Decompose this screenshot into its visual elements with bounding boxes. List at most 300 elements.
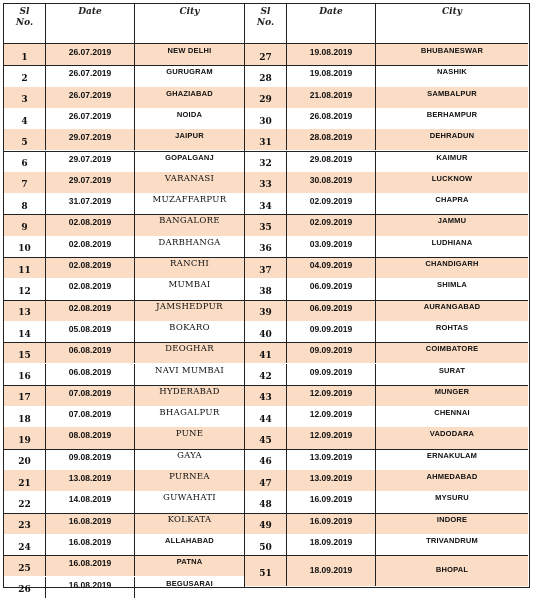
sl-cell — [245, 87, 287, 108]
sl-cell — [4, 257, 46, 278]
header-city: City — [179, 7, 200, 17]
city-cell — [376, 385, 528, 406]
date-cell — [46, 87, 135, 108]
sl-number: 30 — [259, 116, 272, 127]
sl-number: 15 — [18, 350, 31, 361]
sl-number: 26 — [18, 585, 31, 596]
date-cell — [287, 65, 376, 86]
city-cell — [135, 534, 244, 555]
date-text: 06.08.2019 — [68, 345, 112, 356]
sl-cell — [4, 172, 46, 193]
date-text: 19.08.2019 — [309, 68, 353, 79]
table-row — [245, 342, 528, 363]
table-row — [4, 406, 244, 427]
table-row — [245, 44, 528, 65]
sl-cell — [245, 214, 287, 235]
date-text: 26.08.2019 — [309, 110, 353, 121]
city-name: BHUBANESWAR — [420, 46, 484, 55]
city-name: KOLKATA — [167, 514, 212, 525]
sl-cell — [4, 342, 46, 363]
city-name: BEGUSARAI — [166, 578, 213, 588]
date-cell — [287, 321, 376, 342]
row-divider — [4, 257, 244, 258]
city-cell — [376, 491, 528, 512]
sl-number: 5 — [21, 137, 28, 148]
table-row — [245, 172, 528, 193]
table-row — [4, 513, 244, 534]
sl-cell — [245, 534, 287, 555]
date-cell — [46, 300, 135, 321]
date-text: 12.09.2019 — [309, 387, 353, 398]
row-divider — [4, 513, 244, 514]
sl-cell — [245, 513, 287, 534]
city-cell — [376, 151, 528, 172]
city-name: INDORE — [436, 514, 468, 524]
sl-number: 12 — [18, 286, 31, 297]
date-cell — [287, 491, 376, 512]
sl-cell — [245, 129, 287, 150]
city-cell — [135, 427, 244, 448]
date-text: 14.08.2019 — [68, 494, 112, 505]
date-text: 29.07.2019 — [68, 132, 112, 143]
sl-cell — [4, 236, 46, 257]
city-cell — [135, 300, 244, 321]
date-text: 03.09.2019 — [309, 238, 353, 249]
city-cell — [376, 300, 528, 321]
city-name: GHAZIABAD — [166, 88, 213, 98]
sl-cell — [4, 406, 46, 427]
city-cell — [135, 342, 244, 363]
date-cell — [287, 449, 376, 470]
city-cell — [376, 555, 528, 586]
sl-cell — [245, 342, 287, 363]
table-row — [4, 278, 244, 299]
date-cell — [287, 300, 376, 321]
sl-cell — [4, 44, 46, 65]
city-cell — [376, 342, 528, 363]
date-cell — [287, 342, 376, 363]
sl-number: 35 — [259, 223, 272, 234]
city-name: VADODARA — [429, 429, 475, 439]
city-cell — [376, 44, 528, 65]
table-row — [245, 87, 528, 108]
date-cell — [46, 577, 135, 598]
city-name: DEOGHAR — [165, 344, 214, 355]
table-row — [245, 193, 528, 214]
row-divider — [4, 151, 244, 152]
row-divider — [4, 555, 244, 556]
date-text: 16.09.2019 — [309, 494, 353, 505]
sl-cell — [245, 321, 287, 342]
sl-cell — [245, 193, 287, 214]
row-divider — [4, 449, 244, 450]
table-row — [245, 534, 528, 555]
sl-number: 31 — [259, 137, 272, 148]
sl-number: 29 — [259, 95, 272, 106]
date-cell — [46, 172, 135, 193]
sl-cell — [245, 385, 287, 406]
city-cell — [376, 236, 528, 257]
date-cell — [287, 151, 376, 172]
date-text: 19.08.2019 — [309, 47, 353, 57]
city-cell — [376, 364, 528, 385]
city-name: SURAT — [438, 365, 466, 375]
table-row — [4, 427, 244, 448]
row-divider — [4, 214, 244, 215]
city-cell — [376, 513, 528, 534]
city-name: PURNEA — [169, 472, 210, 482]
city-name: CHANDIGARH — [425, 259, 479, 268]
sl-number: 6 — [21, 159, 28, 170]
table-row — [245, 65, 528, 86]
date-cell — [287, 87, 376, 108]
table-row — [4, 470, 244, 491]
date-text: 26.07.2019 — [68, 47, 112, 57]
city-name: ROHTAS — [435, 322, 469, 332]
table-row — [245, 257, 528, 278]
city-name: RANCHI — [169, 259, 210, 269]
sl-cell — [4, 385, 46, 406]
table-row — [4, 577, 244, 598]
sl-cell — [245, 300, 287, 321]
city-cell — [135, 87, 244, 108]
sl-cell — [245, 257, 287, 278]
sl-number: 45 — [259, 436, 272, 447]
city-name: LUDHIANA — [431, 237, 473, 247]
sl-number: 51 — [259, 568, 272, 579]
sl-cell — [4, 151, 46, 172]
city-cell — [135, 406, 244, 427]
date-cell — [46, 449, 135, 470]
date-text: 28.08.2019 — [309, 132, 353, 143]
table-row — [4, 129, 244, 150]
table-row — [245, 427, 528, 448]
date-cell — [287, 385, 376, 406]
date-text: 16.08.2019 — [68, 558, 112, 569]
sl-number: 40 — [259, 329, 272, 340]
table-row — [245, 385, 528, 406]
sl-number: 28 — [259, 73, 272, 84]
sl-number: 39 — [259, 308, 272, 319]
city-cell — [135, 364, 244, 385]
date-text: 26.07.2019 — [68, 68, 112, 79]
table-row — [4, 65, 244, 86]
table-row — [4, 214, 244, 235]
city-name: COIMBATORE — [425, 344, 479, 354]
city-cell — [135, 278, 244, 299]
sl-cell — [4, 300, 46, 321]
date-cell — [287, 278, 376, 299]
date-text: 26.07.2019 — [68, 89, 112, 100]
city-cell — [376, 257, 528, 278]
table-row — [4, 364, 244, 385]
sl-number: 38 — [259, 286, 272, 297]
date-text: 13.08.2019 — [68, 473, 112, 483]
table-row — [4, 385, 244, 406]
city-name: NAVI MUMBAI — [155, 365, 224, 376]
city-cell — [376, 470, 528, 491]
table-row — [245, 236, 528, 257]
city-cell — [135, 172, 244, 193]
table-row — [245, 513, 528, 534]
sl-number: 32 — [259, 159, 272, 170]
sl-number: 21 — [18, 478, 31, 489]
date-text: 06.09.2019 — [309, 302, 353, 313]
city-name: SAMBALPUR — [427, 88, 477, 98]
city-cell — [135, 385, 244, 406]
sl-number: 9 — [21, 223, 28, 234]
row-divider — [4, 300, 244, 301]
date-text: 06.08.2019 — [68, 366, 112, 377]
table-row — [245, 491, 528, 512]
table-row — [4, 300, 244, 321]
date-text: 02.08.2019 — [68, 238, 112, 249]
sl-cell — [245, 491, 287, 512]
city-name: JAIPUR — [175, 131, 204, 141]
row-divider — [4, 65, 244, 66]
city-cell — [135, 193, 244, 214]
table-row — [4, 87, 244, 108]
date-text: 30.08.2019 — [309, 174, 353, 185]
city-name: KAIMUR — [436, 152, 468, 162]
date-cell — [46, 406, 135, 427]
date-text: 13.09.2019 — [309, 451, 353, 462]
city-name: HYDERABAD — [159, 386, 220, 397]
date-text: 06.09.2019 — [309, 281, 353, 292]
table-row — [4, 491, 244, 512]
city-name: BANGALORE — [159, 216, 220, 227]
city-cell — [135, 449, 244, 470]
date-cell — [287, 214, 376, 235]
city-name: TRIVANDRUM — [426, 535, 478, 545]
city-name: MUNGER — [434, 386, 470, 396]
left-table-half — [4, 4, 245, 596]
city-name: ERNAKULAM — [426, 450, 478, 460]
date-text: 16.09.2019 — [309, 515, 353, 526]
row-divider — [245, 257, 528, 258]
sl-cell — [4, 470, 46, 491]
date-text: 26.07.2019 — [68, 110, 112, 121]
sl-cell — [245, 449, 287, 470]
date-cell — [287, 513, 376, 534]
date-cell — [46, 427, 135, 448]
city-name: CHENNAI — [434, 408, 470, 418]
table-row — [245, 470, 528, 491]
date-cell — [46, 65, 135, 86]
city-name: MUZAFFARPUR — [152, 195, 227, 206]
date-cell — [46, 385, 135, 406]
date-cell — [46, 491, 135, 512]
date-text: 02.08.2019 — [68, 281, 112, 292]
date-cell — [287, 172, 376, 193]
date-cell — [287, 129, 376, 150]
date-text: 09.09.2019 — [309, 323, 353, 334]
date-cell — [46, 278, 135, 299]
city-cell — [135, 577, 244, 598]
sl-number: 41 — [259, 350, 272, 361]
date-text: 12.09.2019 — [309, 430, 353, 441]
sl-number: 24 — [18, 542, 31, 553]
sl-cell — [4, 534, 46, 555]
table-row — [245, 151, 528, 172]
date-cell — [287, 108, 376, 129]
city-cell — [135, 236, 244, 257]
city-cell — [135, 321, 244, 342]
sl-number: 4 — [21, 116, 28, 127]
sl-cell — [4, 321, 46, 342]
city-cell — [376, 193, 528, 214]
row-divider — [245, 555, 528, 556]
date-text: 09.08.2019 — [68, 451, 112, 462]
city-name: PATNA — [176, 557, 203, 567]
city-cell — [376, 108, 528, 129]
date-text: 02.09.2019 — [309, 217, 353, 228]
city-name: PUNE — [175, 429, 204, 440]
city-cell — [135, 108, 244, 129]
date-cell — [287, 427, 376, 448]
sl-number: 50 — [259, 542, 272, 553]
sl-number: 22 — [18, 499, 31, 510]
table-row — [4, 257, 244, 278]
date-cell — [46, 513, 135, 534]
date-text: 09.09.2019 — [309, 366, 353, 377]
sl-cell — [4, 577, 46, 598]
table-row — [4, 236, 244, 257]
city-name: DARBHANGA — [158, 237, 221, 248]
sl-number: 19 — [18, 436, 31, 447]
sl-number: 20 — [18, 457, 31, 468]
city-name: LUCKNOW — [431, 173, 473, 183]
date-cell — [46, 236, 135, 257]
sl-cell — [4, 364, 46, 385]
city-name: CHAPRA — [435, 195, 469, 205]
sl-number: 25 — [18, 563, 31, 574]
date-cell — [46, 151, 135, 172]
city-name: GOPALGANJ — [165, 152, 214, 162]
row-divider — [245, 342, 528, 343]
sl-cell — [4, 555, 46, 576]
table-row — [245, 364, 528, 385]
city-name: AHMEDABAD — [426, 472, 478, 481]
city-cell — [135, 491, 244, 512]
header-sl: Sl No. — [245, 4, 287, 43]
sl-cell — [4, 87, 46, 108]
city-cell — [376, 449, 528, 470]
city-cell — [376, 321, 528, 342]
table-row — [245, 449, 528, 470]
date-cell — [46, 534, 135, 555]
sl-cell — [245, 427, 287, 448]
row-divider — [4, 385, 244, 386]
city-cell — [135, 214, 244, 235]
city-name: ALLAHABAD — [165, 535, 214, 545]
sl-number: 18 — [18, 414, 31, 425]
city-name: GAYA — [177, 450, 202, 461]
sl-number: 2 — [21, 73, 28, 84]
table-row — [245, 321, 528, 342]
city-name: BERHAMPUR — [426, 109, 478, 119]
date-cell — [46, 44, 135, 65]
sl-cell — [4, 427, 46, 448]
table-row — [245, 300, 528, 321]
sl-number: 11 — [18, 265, 31, 276]
date-cell — [46, 108, 135, 129]
date-text: 07.08.2019 — [68, 409, 112, 420]
sl-number: 46 — [259, 457, 272, 468]
date-cell — [46, 193, 135, 214]
table-row — [4, 193, 244, 214]
city-name: BHOPAL — [435, 564, 469, 574]
city-cell — [135, 470, 244, 491]
sl-cell — [4, 513, 46, 534]
date-text: 18.09.2019 — [309, 564, 353, 575]
sl-cell — [4, 449, 46, 470]
city-name: MUMBAI — [168, 280, 211, 291]
date-text: 12.09.2019 — [309, 409, 353, 420]
sl-number: 33 — [259, 180, 272, 191]
sl-cell — [4, 108, 46, 129]
sl-number: 48 — [259, 499, 272, 510]
date-text: 05.08.2019 — [68, 323, 112, 334]
date-cell — [46, 214, 135, 235]
city-cell — [135, 44, 244, 65]
city-cell — [376, 172, 528, 193]
table-row — [245, 108, 528, 129]
date-text: 31.07.2019 — [68, 196, 112, 207]
date-text: 29.07.2019 — [68, 153, 112, 164]
row-divider — [245, 513, 528, 514]
sl-cell — [4, 193, 46, 214]
sl-cell — [245, 172, 287, 193]
city-name: JAMSHEDPUR — [156, 301, 223, 312]
city-cell — [376, 87, 528, 108]
table-row — [245, 129, 528, 150]
date-text: 08.08.2019 — [68, 430, 112, 441]
table-row — [245, 406, 528, 427]
sl-number: 10 — [18, 244, 31, 255]
table-row — [4, 534, 244, 555]
city-cell — [135, 513, 244, 534]
header-row — [4, 4, 244, 44]
city-name: NOIDA — [176, 109, 203, 119]
row-divider — [245, 385, 528, 386]
sl-number: 13 — [18, 308, 31, 319]
sl-number: 8 — [21, 201, 28, 212]
sl-cell — [245, 555, 287, 586]
date-text: 21.08.2019 — [309, 89, 353, 100]
date-cell — [287, 236, 376, 257]
header-date: Date — [287, 4, 376, 43]
right-table-half — [245, 4, 528, 587]
sl-cell — [245, 278, 287, 299]
date-text: 02.09.2019 — [309, 196, 353, 207]
date-cell — [287, 555, 376, 586]
table-row — [245, 555, 528, 586]
city-cell — [376, 278, 528, 299]
sl-number: 7 — [21, 180, 28, 191]
header-sl: Sl No. — [4, 4, 46, 43]
city-name: AURANGABAD — [423, 301, 481, 311]
city-name: DEHRADUN — [429, 131, 475, 141]
city-name: SHIMLA — [437, 280, 467, 290]
table-row — [4, 44, 244, 65]
city-name: NASHIK — [437, 67, 467, 77]
city-name: JAMMU — [437, 216, 467, 226]
date-text: 02.08.2019 — [68, 260, 112, 270]
sl-cell — [245, 108, 287, 129]
date-text: 02.08.2019 — [68, 217, 112, 228]
city-cell — [376, 427, 528, 448]
